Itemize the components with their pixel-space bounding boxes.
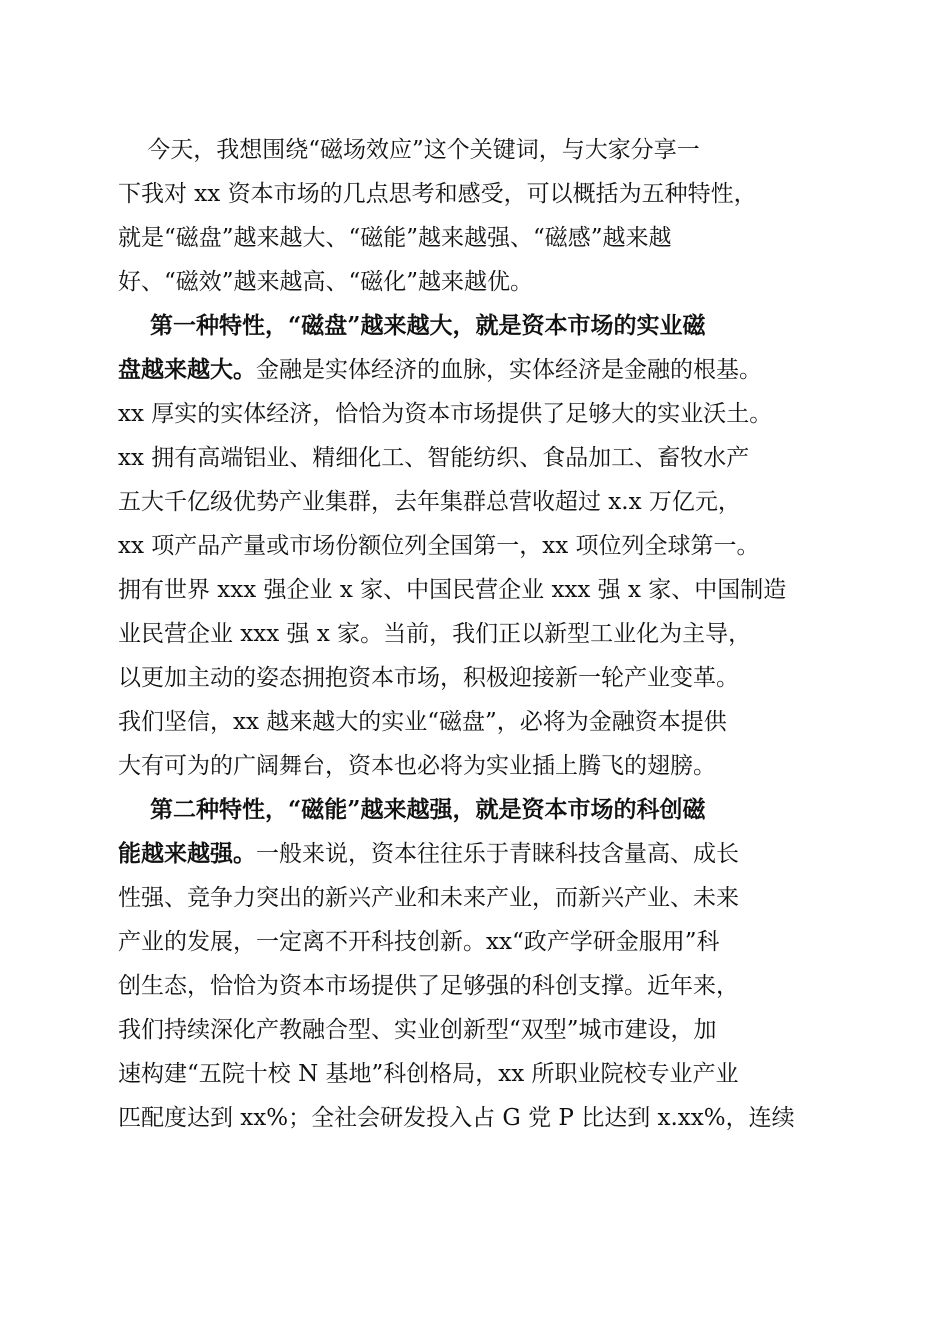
text-line [118, 304, 838, 348]
text-line [118, 700, 838, 744]
body-text: 大有可为的广阔舞台，资本也必将为实业插上腾飞的翅膀。 [118, 753, 716, 779]
body-text: 性强、竞争力突出的新兴产业和未来产业，而新兴产业、未来 [118, 885, 739, 911]
body-text: 金融是实体经济的血脉，实体经济是金融的根基。 [256, 357, 762, 383]
body-text: 我们持续深化产教融合型、实业创新型“双型”城市建设，加 [118, 1017, 717, 1043]
body-text: 下我对 xx 资本市场的几点思考和感受，可以概括为五种特性， [118, 181, 757, 207]
document-page [118, 128, 838, 1140]
text-line [118, 612, 838, 656]
paragraph-1 [118, 128, 838, 304]
text-line [118, 920, 838, 964]
text-line [118, 964, 838, 1008]
text-line [118, 348, 838, 392]
body-text: 业民营企业 xxx 强 x 家。当前，我们正以新型工业化为主导， [118, 621, 752, 647]
text-line [118, 1096, 838, 1140]
text-line [118, 128, 838, 172]
text-line [118, 788, 838, 832]
paragraph-2 [118, 304, 838, 788]
body-text: 一般来说，资本往往乐于青睐科技含量高、成长 [256, 841, 739, 867]
text-line [118, 876, 838, 920]
body-text: 就是“磁盘”越来越大、“磁能”越来越强、“磁感”越来越 [118, 225, 672, 251]
bold-heading-text: 第二种特性，“磁能”越来越强，就是资本市场的科创磁 [118, 796, 706, 823]
body-text: xx 项产品产量或市场份额位列全国第一，xx 项位列全球第一。 [118, 533, 760, 559]
text-line [118, 524, 838, 568]
body-text: 速构建“五院十校 N 基地”科创格局，xx 所职业院校专业产业 [118, 1061, 739, 1087]
text-line [118, 172, 838, 216]
body-text: 我们坚信，xx 越来越大的实业“磁盘”，必将为金融资本提供 [118, 709, 727, 735]
text-line [118, 436, 838, 480]
body-text: 好、“磁效”越来越高、“磁化”越来越优。 [118, 269, 534, 295]
body-text: 以更加主动的姿态拥抱资本市场，积极迎接新一轮产业变革。 [118, 665, 739, 691]
bold-heading-text: 盘越来越大。 [118, 356, 256, 383]
body-text: xx 厚实的实体经济，恰恰为资本市场提供了足够大的实业沃土。 [118, 401, 773, 427]
bold-heading-text: 第一种特性，“磁盘”越来越大，就是资本市场的实业磁 [118, 312, 706, 339]
text-line [118, 656, 838, 700]
text-line [118, 1052, 838, 1096]
bold-heading-text: 能越来越强。 [118, 840, 256, 867]
text-line [118, 260, 838, 304]
body-text: 拥有世界 xxx 强企业 x 家、中国民营企业 xxx 强 x 家、中国制造 [118, 577, 787, 603]
body-text: 今天，我想围绕“磁场效应”这个关键词，与大家分享一 [118, 137, 700, 163]
text-line [118, 1008, 838, 1052]
body-text: 创生态，恰恰为资本市场提供了足够强的科创支撑。近年来， [118, 973, 739, 999]
text-line [118, 216, 838, 260]
body-text: 匹配度达到 xx%；全社会研发投入占 G 党 P 比达到 x.xx%，连续 [118, 1105, 795, 1131]
text-line [118, 568, 838, 612]
text-line [118, 744, 838, 788]
text-line [118, 392, 838, 436]
text-line [118, 832, 838, 876]
body-text: xx 拥有高端铝业、精细化工、智能纺织、食品加工、畜牧水产 [118, 445, 750, 471]
body-text: 产业的发展，一定离不开科技创新。xx“政产学研金服用”科 [118, 929, 720, 955]
body-text: 五大千亿级优势产业集群，去年集群总营收超过 x.x 万亿元， [118, 489, 741, 515]
paragraph-3 [118, 788, 838, 1140]
text-line [118, 480, 838, 524]
